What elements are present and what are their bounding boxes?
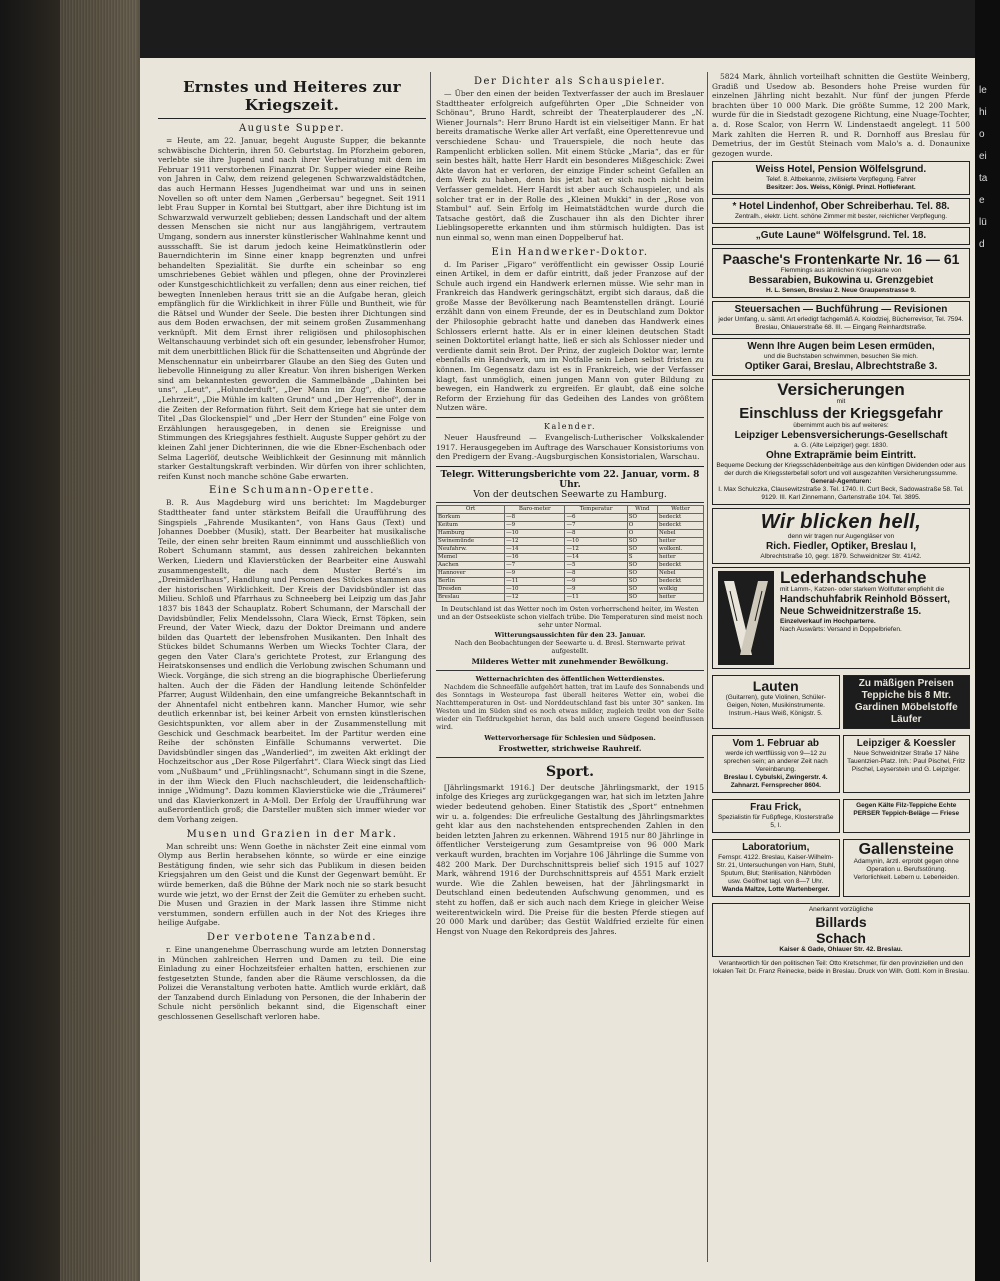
adjacent-page-text — [979, 80, 995, 980]
column-middle — [436, 72, 704, 1272]
section-title: Ernstes und Heiteres zur Kriegszeit. — [158, 72, 426, 119]
weather-cell: —11 — [505, 577, 565, 585]
weather-cell: —11 — [565, 593, 627, 601]
glove-illustration — [716, 570, 776, 666]
weather-title: Telegr. Witterungsberichte vom 22. Januar, vorm. 8 Uhr. — [440, 469, 700, 490]
edge-text: hi — [979, 107, 987, 118]
ad-fiedler-optiker — [712, 508, 970, 564]
ad-leipziger-koessler — [843, 735, 971, 793]
divider — [436, 757, 704, 758]
ad-versicherungen — [712, 379, 970, 505]
ad-title: Wir blicken hell, — [760, 511, 922, 534]
ad-text: Wanda Maltze, Lotte Wartenberger. — [721, 886, 830, 894]
ad-text: H. L. Sensen, Breslau 2. Neue Graupenstrasse 9. — [766, 287, 916, 295]
weather-cell: Nebel — [657, 569, 703, 577]
ad-title: Leipziger & Koessler — [856, 738, 956, 750]
weather-cell: —8 — [565, 569, 627, 577]
weather-cell: heiter — [657, 593, 703, 601]
ad-text: (Guitarren), gute Violinen, Schüler-Geigen, Noten, Musikinstrumente. Instrum.-Haus Weiß, Königstr. 5. — [725, 694, 826, 718]
weather-cell: SO — [627, 577, 657, 585]
ad-row — [712, 672, 970, 732]
ad-text: Bessarabien, Bukowina u. Grenzgebiet — [748, 275, 934, 287]
right-page-edge — [975, 0, 1000, 1281]
forecast-text: Milderes Wetter mit zunehmender Bewölkung. — [471, 656, 669, 666]
weather-cell: —6 — [565, 513, 627, 521]
ad-billards — [712, 903, 970, 957]
ad-text: Spezialistin für Fußpflege, Klosterstraße 5, I. — [717, 814, 834, 830]
ad-text: Optiker Garai, Breslau, Albrechtstraße 3. — [744, 361, 938, 373]
article-heading: Der verbotene Tanzabend. — [206, 931, 377, 943]
sport-heading: Sport. — [546, 763, 594, 780]
ad-zahnarzt — [712, 735, 840, 793]
ad-gute-laune — [712, 227, 970, 245]
weather-cell: bedeckt — [657, 577, 703, 585]
ad-text: Fernspr. 4122. Breslau, Kaiser-Wilhelm-Str. 21, Untersuchungen von Harn, Stuhl, Sputum, Blut; Sterilisation, Nährböden usw. Geöffnet tagl. von 8—7 Uhr. — [716, 854, 835, 886]
ad-title: Zu mäßigen Preisen Teppiche bis 8 Mtr. Gardinen Möbelstoffe Läufer — [854, 678, 958, 726]
ad-title: Paasche's Frontenkarte Nr. 16 — 61 — [722, 251, 960, 268]
edge-text: d — [979, 239, 985, 250]
ad-text: Einzelverkauf im Hochparterre. — [780, 618, 876, 626]
ad-title: Laboratorium, — [742, 842, 810, 854]
weather-cell: —5 — [565, 561, 627, 569]
weather-cell: SO — [627, 585, 657, 593]
weather-row — [437, 529, 704, 537]
edge-text: le — [979, 85, 987, 96]
ad-title: Gegen Kälte Filz-Teppiche Echte PERSER Teppich-Beläge — Friese — [853, 802, 960, 818]
service-body: Nachdem die Schneefälle aufgehört hatten, trat im Laufe des Sonnabends und des Sonntags in Westeuropa fast überall heiteres Wetter ein, wobei die Nachttemperaturen in Ost- und Norddeutschland fast bis unter 30° sanken. Im Westen und im Süden sind es noch etwas milder, zugleich treibt von der Seite wieder ein Tiefdruckgebiet heran, das bald auch unsere Gegend beeinflussen wird. — [436, 682, 704, 731]
ad-text: Telef. 8. Altbekannte, zivilisierte Verpflegung. Fahrer — [766, 176, 916, 184]
weather-cell: —9 — [565, 577, 627, 585]
ad-text: Bequeme Deckung der Kriegsschädenbeiträge aus den künftigen Dividenden oder aus der durch die Kriegssterbefall sofort und voll ausgezahlten Versicherungssumme. — [716, 462, 966, 478]
forecast-heading: Witterungsaussichten für den 23. Januar. — [494, 630, 646, 639]
weather-row — [437, 593, 704, 601]
weather-cell: wolkenl. — [657, 545, 703, 553]
ad-text: Breslau I. Cybulski, Zwingerstr. 4. Zahnarzt. Fernsprecher 8604. — [723, 774, 828, 790]
weather-cell: SO — [627, 569, 657, 577]
weather-cell: wolkig — [657, 585, 703, 593]
ad-lederhandschuhe — [712, 567, 970, 669]
article-body: = Heute, am 22. Januar, begeht Auguste Supper, die bekannte schwäbische Dichterin, ihren 50. Geburtstag. Im Pforzheim geboren, verlebte sie ihre Jugend und nach ihrer Verheiratung mit dem im Februar 1911 verstorbenen Finanzrat Dr. Supper wieder eine Reihe von Jahren in Calw, dem reizend gelegenen Schwarzwaldstädtchen, das auch Hermann Hesses Jugendheimat war und uns in seinen Novellen so oft unter dem Namen „Gerbersau“ begegnet. Seit 1911 lebt Frau Supper in Korntal bei Stuttgart, aber ihre Dichtung ist im Schwarzwald verwurzelt geblieben; dessen Landschaft und der altem dessen Menschen sie nicht nur aus langjährigem, vertrautem Umgang, sondern aus innerster künstlerischer Wahlnahme kennt und aussschafft. Sie ist darum jedoch keine Heimatkünstlerin oder Bauerndichterin im Sinne einer knapp begrenzten und unfrei behandelten Spezialität. Sie durfte ein scheinbar so eng umschriebenes Gebiet wählen und pflegen, ohne der Provinzlerei oder Kunstgeschichtlichkeit zu verfallen; denn aus einer reichen, tief bewegten Innenleben heraus tritt sie an die Aufgabe heran, gleich empfänglich für die Wirklichkeit in ihrer Fülle und Buntheit, wie für die Rätsel und Wunder der Seele. Die besten ihrer Dichtungen sind aus dem Boden erwachsen, der mit seinem großen Zusammenhang verknüpft. Mit dem Ernst ihrer religiösen und philosophischen Weltanschauung verbindet sich oft ein gesunder, lebensfroher Humor, mit dem unerbittlichen Blick für die Schattenseiten und Abgründe der Menschennatur ein unbeirrbarer Glaube an den Sieg des Guten und liebevolle Hinneigung zu aller Kreatur. Von ihren bisherigen Werken sind am bekanntesten geworden die Sammelbände „Dahinten bei uns“, „Leut“, „Holunderduft“, „Der Mann im Zug“, die Romane „Lehrzeit“, „Die Mühle im kalten Grund“ und „Der Herrenhof“, der in die Zeiten der Reformation führt. Seit dem Kriege hat sie unter dem Titel „Das Glockenspiel“ und „Der Herr der Stunden“ eine Folge von Erzählungen herausgegeben, in denen sie Ereignisse und Stimmungen des Kriegsjahres festhielt. Auguste Supper gehört zu der kleinen Zahl jener Dichterinnen, die wie die Ebner-Eschenbach oder Selma Lagerlöf, deutsche Weiblichkeit der Gesinnung mit männlich starker Gestaltungskraft verbinden. Wir dürfen von ihrer schlichten, reifen Kunst noch manche schöne Gabe erwarten. — [158, 136, 426, 481]
ad-steuersachen — [712, 301, 970, 335]
weather-cell: O — [627, 529, 657, 537]
edge-text: e — [979, 195, 985, 206]
ad-text: Albrechtstraße 10, gegr. 1879. Schweidnitzer Str. 41/42. — [760, 553, 922, 561]
weather-cell: heiter — [657, 553, 703, 561]
weather-cell: Nebel — [657, 529, 703, 537]
page-edges — [60, 0, 138, 1281]
weather-row — [437, 521, 704, 529]
ad-hotel-lindenhof — [712, 198, 970, 224]
weather-cell: —7 — [565, 521, 627, 529]
sport-body: [Jährlingsmarkt 1916.] Der deutsche Jährlingsmarkt, der 1915 infolge des Krieges arg zurückgegangen war, hat sich im letzten Jahre wieder bedeutend gehoben. Einer Statistik des „Sport“ entnehmen wir u. a. folgendes: Die erfreuliche Gestaltung des Jährlingsmarktes geht klar aus den nachstehenden entsprechenden Zahlen in den beiden letzten Jahren zu erkennen. Während 1915 nur 80 Jährlinge in öffentlicher Versteigerung zum Gesamtpreise von 96 000 Mark verkauft wurden, brachten im Vorjahre 106 Jährlinge die Summe von 482 200 Mark. Der Durchschnittspreis belief sich 1915 auf 1027 Mark, während 1916 der Durchschnittspreis auf 4551 Mark erzielt wurde. Wie die Zahlen beweisen, hat der Jährlingsmarkt in Deutschland einen bedeutenden Aufschwung genommen, und es steht zu hoffen, daß er sich auch nach dem Kriege in gleicher Weise weiterentwickeln wird. Die Preise für die besten Pferde stiegen auf 20 000 Mark und darüber; das Gestüt Waldfried erzielte für einen Hengst von Nuage den Rekordpreis des Jahres. — [436, 782, 704, 936]
ad-text: a. G. (Alte Leipziger) gegr. 1830. — [794, 442, 888, 450]
weather-cell: —9 — [565, 585, 627, 593]
weather-column-header: Wetter — [657, 505, 703, 513]
divider — [436, 417, 704, 418]
ad-teppiche — [843, 675, 971, 729]
newspaper-page — [140, 58, 975, 1281]
weather-row — [437, 513, 704, 521]
weather-row — [437, 545, 704, 553]
weather-row — [437, 569, 704, 577]
article-heading: Musen und Grazien in der Mark. — [186, 828, 398, 840]
weather-column-header: Ort — [437, 505, 505, 513]
weather-row — [437, 537, 704, 545]
weather-row — [437, 585, 704, 593]
ad-text: Nach Auswärts: Versand in Doppelbriefen. — [780, 626, 902, 634]
weather-cell: Borkum — [437, 513, 505, 521]
weather-cell: —16 — [505, 553, 565, 561]
weather-cell: —14 — [505, 545, 565, 553]
column-right — [712, 72, 970, 1272]
ad-title: Versicherungen — [777, 380, 905, 400]
ad-text: und die Buchstaben schwimmen, besuchen Sie mich. — [764, 353, 918, 361]
weather-note: In Deutschland ist das Wetter noch im Osten vorherrschend heiter, im Westen und an der Ostseeküste schon vielfach trübe. Die Temperaturen sind meist noch sehr unter Normal. — [437, 604, 703, 629]
ad-text: Rich. Fiedler, Optiker, Breslau I, — [765, 541, 917, 553]
column-left — [158, 72, 426, 1272]
weather-cell: Berlin — [437, 577, 505, 585]
ad-title: Gallensteine — [858, 841, 954, 859]
imprint-footer: Verantwortlich für den politischen Teil: Otto Kretschmer, für den provinziellen und den lokalen Teil: Dr. Franz Reinecke, beide in Breslau. Druck von Wilh. Gottl. Korn in Breslau. — [712, 960, 970, 976]
article-body: d. Im Pariser „Figaro“ veröffentlicht ein gewisser Ossip Lourié einen Artikel, in dem er dafür eintritt, daß jeder Franzose auf der Schule auch irgend ein Handwerk erlernen müsse. Wie sehr man in Frankreich das Handwerk geringschätzt, ergibt sich daraus, daß die große Masse der Bevölkerung nach Beamtenstellen drängt. Lourié erzählt dann von einem Freunde, der es in Deutschland zum Doktor der Philosophie gebracht hatte und daneben das Handwerk eines Schlossers erlernt hatte. Als er in einer kleinen deutschen Stadt seinen Doktortitel erlangt hatte, ließ er sich als Schlosser nieder und verdiente damit sein Brot. Der Prinz, der zugleich Doktor war, lernte ebenfalls ein Handwerk, um im Notfalle sein Leben selbst fristen zu können. Im Gegensatz dazu ist es in Frankreich, wie der Verfasser klagt, fast unmöglich, einen jungen Mann von guter Bildung zu bewegen, ein Handwerk zu ergreifen. Er glaubt, daß eine solche Reform der Erziehung für das Gedeihen des Landes von größtem Nutzen wäre. — [436, 259, 704, 413]
weather-column-header: Wind — [627, 505, 657, 513]
ad-text: Flemmings aus ähnlichen Kriegskarte von — [780, 267, 902, 275]
ad-title: „Gute Laune“ Wölfelsgrund. Tel. 18. — [755, 230, 927, 242]
article-heading: Eine Schumann-Operette. — [209, 485, 375, 497]
ad-row — [712, 796, 970, 836]
ad-title: Steuersachen — Buchführung — Revisionen — [734, 304, 948, 316]
ad-text: Zentralh., elektr. Licht. schöne Zimmer mit bester, reichlicher Verpflegung. — [734, 213, 948, 221]
weather-row — [437, 577, 704, 585]
edge-text: ta — [979, 173, 988, 184]
weather-cell: Dresden — [437, 585, 505, 593]
glove-icon — [718, 571, 774, 665]
ad-text: Leipziger Lebensversicherungs-Gesellschaft — [734, 430, 948, 442]
article-body: B. R. Aus Magdeburg wird uns berichtet: Im Magdeburger Stadttheater fand unter stärkstem Beifall die Uraufführung des Singspiels „Fahrende Musikanten“, von Hans Gaus (Text) und Johannes Doebber (Musik), statt. Der Bearbeiter hat musikalische Teile, der einen sehr breiten Raum einnimmt und ausschließlich von Robert Schumann stammt, aus dessen zahlreichen bekannten Werken, Liedern und Klavierstücken der Bearbeiter eine Auswahl zusammengestellt, die nach dem Muster Berté's im „Dreimäderlhaus“, Handlung und Personen des Stückes stammen aus der historischen Wirklichkeit. Der Kreis der Davidsbündler ist das Milieu. Schloß und Pfarrhaus zu Schneeberg bei Leipzig um das Jahr 1837 bis 1843 der Schauplatz. Robert Schumann, der Marschall der Davidsbündler, Felix Mendelssohn, Clara Wieck, Ernst Töpken, sein Freund, der Vater Wieck, dazu der Doktor Dreimann und andere bilden das Quartett der lebensfrohen Musikanten. Den Inhalt des Stückes bildet Schumanns Werben um Wiecks Tochter Clara, der gegen den Vater Clara's gerichtete Protest, zur Erlangung des Heiratskonsenses und endlich die Verlobung zwischen Schumann und Wieck. Vorgänge, die sich streng an die biographische Überlieferung halten. Auch der die Fäden der Handlung leitende Schönfelder Pfarrer, August Wildenhain, den eine umfangreiche Bekanntschaft in der Ahnentafel nicht entbehren kann. Mancher Humor, wie sehr deutlich erkennbar ist, bei keiner Arbeit von ernsten künstlerischen Gesichtspunkten, vor allem aber in der Zusammenstellung mit Geschick und Geschmack bearbeitet. Im der Partitur werden eine Reihe der schönsten Einfälle Schumanns verwertet. Die Davidsbündler singen das „Wanderlied“, im zweiten Akt erklingt der Hochzeitschor aus „Der Rose Pilgerfahrt“. Clara Wieck singt das Lied vom „Nußbaum“ und „Frühlingsnacht“, Schumann singt in die Szene, in der ihm Wieck den Fluch nachschleudert, die leidenschaftlich-innige „Widmung“. Dazu kommen Klavierstücke wie die „Träumerei“ und das Klavierkonzert in A-Moll. Der Erfolg der Uraufführung war außerordentlich groß; die Darsteller mußten sich immer wieder vor dem Vorhang zeigen. — [158, 498, 426, 824]
ad-text: Handschuhfabrik Reinhold Bössert, — [780, 594, 951, 606]
article-heading: Der Dichter als Schauspieler. — [474, 76, 666, 87]
weather-cell: bedeckt — [657, 521, 703, 529]
edge-text: o — [979, 129, 985, 140]
weather-cell: SO — [627, 561, 657, 569]
weather-column-header: Baro-meter — [505, 505, 565, 513]
ad-title: Einschluss der Kriegsgefahr — [739, 405, 943, 423]
ad-text: General-Agenturen: — [810, 478, 872, 486]
ad-text: I. Max Schulczka, Clausewitzstraße 3. Tel. 1740. II. Curt Beck, Sadowastraße 58. Tel. 9129. III. Karl Zinnemann, Gartenstraße 104. Tel. 3895. — [718, 486, 964, 502]
article-heading: Ein Handwerker-Doktor. — [491, 246, 649, 258]
ad-text: Adamynin, ärztl. erprobt gegen ohne Operation u. Berufsstörung. Verlorlichkeit. Lebern u. Leberleiden. — [853, 858, 959, 882]
ad-paasche-karte — [712, 248, 970, 298]
ad-text: Neue Schweidnitzer Straße 17 Nähe Tauentzien-Platz. Inh.: Paul Pischel, Fritz Pischel, Leyserstein und G. Leipziger. — [847, 750, 966, 774]
ad-text: übernimmt auch bis auf weiteres: — [793, 422, 889, 430]
ad-title: Vom 1. Februar ab — [732, 738, 819, 750]
book-spine — [0, 0, 140, 1281]
ad-text: Besitzer: Jos. Weiss, Königl. Prinzl. Hoflieferant. — [766, 184, 916, 192]
ad-filz-teppiche — [843, 799, 971, 833]
ad-title: Billards — [815, 914, 867, 931]
article-body: — Über den einen der beiden Textverfasser der auch im Breslauer Stadttheater erfolgreich aufgeführten Oper „Die Schneider von Schönau“, Bruno Hardt, schreibt der Theaterplauderer des „N. Wiener Journals“: Herr Bruno Hardt ist ein vielseitiger Mann. Er hat bereits dramatische Werke aller Art verfaßt, eine Operettenrevue und verschiedene Schau- und Trauerspiele, die noch heute das Rampenlicht erblicken sollen. Mit einem Stücke „Maria“, das er für sein bestes hält, hatte Herr Hardt ein besonderes Mißgeschick: Zwei Akte davon hat er verloren, der einzige Finder scheint Gefallen an dem Werk zu haben, denn bis jetzt hat er sich noch nicht beim Verfasser gemeldet. Herr Hardt ist aber auch Schauspieler, und als solcher trat er in der Rolle des „Kleinen Mukki“ in der „Rose von Stambul“ auf. Sein Erfolg im Heimatstädtchen wurde durch die Tatsache gestört, daß die Zuschauer ihn als den Dichter ihrer Lieblingsoperette erkannten und ihm stürmisch huldigten. Das ist nun einmal so, wenn man einen Doppelberuf hat. — [436, 89, 704, 242]
weather-cell: heiter — [657, 537, 703, 545]
weather-cell: —10 — [505, 529, 565, 537]
article-continuation: 5824 Mark, ähnlich vorteilhaft schnitten die Gestüte Weinberg, Gradiß und Usedow ab. Besonders hohe Preise wurden für einzelnen Jährling nicht bezahlt. Nur fünf der jungen Pferde brachten über 10 000 Mark. Die größte Summe, 12 200 Mark, wurde für die in Siedstadt gezogene Richtung, eine Nuage-Tochter, a. d. Rose Scalor, von Herrn W. Lindenstaedt angelegt. 11 500 Mark zahlten die Herren R. und R. Dornhoff aus Breslau für Demetrius, der im Gestüt Steinach vom Malo's a. d. Donaunixe gezogen wurde. — [712, 72, 970, 158]
ad-text: mit — [836, 398, 846, 406]
ad-row — [712, 732, 970, 796]
calendar-heading: Kalender. — [543, 422, 597, 431]
calendar-body: Neuer Hausfreund — Evangelisch-Lutherischer Volkskalender 1917. Herausgegeben im Auftrage des Warschauer Konsistoriums von den Predigern der Evang.-Augsburgischen Konsistorialen, Warschau. — [436, 433, 704, 462]
weather-cell: Breslau — [437, 593, 505, 601]
ad-row — [712, 836, 970, 900]
forecast2-text: Frostwetter, strichweise Rauhreif. — [498, 743, 642, 753]
ad-laboratorium — [712, 839, 840, 897]
weather-cell: Hamburg — [437, 529, 505, 537]
ad-text: Anerkannt vorzügliche — [808, 906, 874, 914]
weather-cell: O — [627, 521, 657, 529]
weather-cell: —8 — [505, 513, 565, 521]
ad-gallensteine — [843, 839, 971, 897]
weather-cell: Keitum — [437, 521, 505, 529]
service-heading: Wetternachrichten des öffentlichen Wetterdienstes. — [475, 674, 665, 683]
ad-title: Lauten — [752, 678, 799, 695]
weather-column-header: Temperatur — [565, 505, 627, 513]
ad-text: werde ich wertflüssig von 9—12 zu sprechen sein; an anderer Zeit nach Vereinbarung. — [723, 750, 828, 774]
ad-title: Schach — [816, 930, 866, 947]
ad-weiss-hotel — [712, 161, 970, 195]
weather-cell: —12 — [565, 545, 627, 553]
weather-cell: —12 — [505, 537, 565, 545]
weather-cell: Swinemünde — [437, 537, 505, 545]
weather-cell: SO — [627, 545, 657, 553]
weather-cell: Hannover — [437, 569, 505, 577]
weather-cell: SO — [627, 513, 657, 521]
ad-title: Lederhandschuhe — [780, 568, 927, 588]
forecast-subtitle: Nach den Beobachtungen der Seewarte u. d. Bresl. Sternwarte privat aufgestellt. — [454, 638, 686, 655]
divider — [436, 670, 704, 671]
ad-title: Wenn Ihre Augen beim Lesen ermüden, — [747, 341, 935, 353]
ad-optiker-garai — [712, 338, 970, 376]
weather-row — [437, 553, 704, 561]
ad-text: Neue Schweidnitzerstraße 15. — [780, 606, 922, 618]
ad-text: Ohne Extraprämie beim Eintritt. — [765, 450, 917, 462]
weather-cell: bedeckt — [657, 513, 703, 521]
weather-table — [436, 505, 704, 602]
weather-cell: Neufahrw. — [437, 545, 505, 553]
ad-text: jeder Umfang, u. sämtl. Art erledigt fachgemäß A. Koiodziej, Bücherrevisor, Tel. 7594. Breslau, Ohlauerstraße 68. III. — Eingang Reinhardtstraße. — [718, 316, 964, 332]
article-body: r. Eine unangenehme Überraschung wurde am letzten Donnerstag in München zahlreichen Herren und Damen zu teil. Die eine Einladung zu einer Hochzeitsfeier erhalten hatten, erschienen zur festgesetzten Stunde, fanden aber die Räume verschlossen, da die Polizei die Veranstaltung verboten hatte. Amtlich wurde erklärt, daß der Tanzabend durch Einladung von Personen, die der Inhaberin der Schule nicht persönlich bekannt sind, die Eigenschaft einer geschlossenen Gesellschaft verloren habe. — [158, 944, 426, 1022]
weather-cell: Aachen — [437, 561, 505, 569]
weather-cell: —14 — [565, 553, 627, 561]
edge-text: lü — [979, 217, 987, 228]
weather-cell: —10 — [505, 585, 565, 593]
weather-cell: —9 — [505, 569, 565, 577]
weather-cell: Memel — [437, 553, 505, 561]
weather-report — [436, 466, 704, 753]
weather-cell: SO — [627, 593, 657, 601]
weather-cell: bedeckt — [657, 561, 703, 569]
article-heading: Auguste Supper. — [238, 123, 346, 134]
weather-cell: S — [627, 553, 657, 561]
weather-cell: —9 — [505, 521, 565, 529]
column-divider — [430, 72, 431, 1262]
edge-text: ei — [979, 151, 987, 162]
forecast2-heading: Wettervorhersage für Schlesien und Südposen. — [484, 733, 656, 742]
ad-frau-frick — [712, 799, 840, 833]
column-divider — [707, 72, 708, 1262]
ad-text: denn wir tragen nur Augengläser von — [787, 533, 895, 541]
ad-text: mit Lamm-, Katzen- oder starkem Wollfutter empfiehlt die — [780, 586, 945, 594]
weather-cell: SO — [627, 537, 657, 545]
article-body: Man schreibt uns: Wenn Goethe in nächster Zeit eine einmal vom Olymp aus Berlin herabsehen könnte, so würde er eine einzige Bestätigung finden, wie sehr sich das Publikum in diesen beiden Kriegsjahren um den Geist und die Kunst der Gegenwart bemüht. Er würde bemerken, daß die Bühne der Mark noch nie so stark besucht wurde wie jetzt, wo der Ernst der Zeit die Gemüter zu erheben sucht. Die Musen und Grazien in der Mark lassen ihre Stimme nicht verstummen, sondern erfüllen auch in der Not des Krieges ihre heilige Aufgabe. — [158, 841, 426, 928]
weather-subtitle: Von der deutschen Seewarte zu Hamburg. — [436, 490, 704, 503]
weather-cell: —7 — [505, 561, 565, 569]
ad-title: * Hotel Lindenhof, Ober Schreiberhau. Tel. 88. — [732, 201, 950, 213]
weather-cell: —12 — [505, 593, 565, 601]
weather-cell: —10 — [565, 537, 627, 545]
ad-text: Kaiser & Gade, Ohlauer Str. 42. Breslau. — [779, 946, 903, 954]
ad-lauten — [712, 675, 840, 729]
weather-cell: —8 — [565, 529, 627, 537]
weather-row — [437, 561, 704, 569]
ad-title: Frau Frick, — [750, 802, 802, 814]
ad-title: Weiss Hotel, Pension Wölfelsgrund. — [755, 164, 927, 176]
